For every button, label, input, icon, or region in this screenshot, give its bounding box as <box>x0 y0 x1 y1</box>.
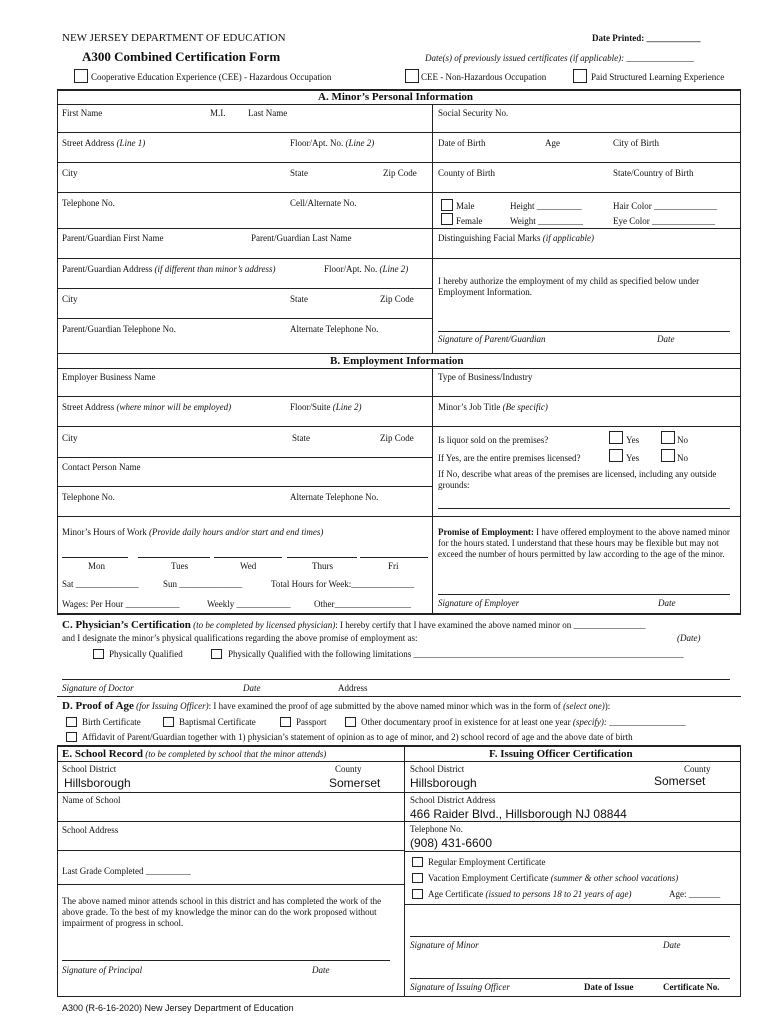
height-field[interactable]: Height __________ <box>510 201 582 211</box>
signature-employer-label: Signature of Employer <box>438 598 520 608</box>
liquor-yes-checkbox[interactable] <box>609 431 623 444</box>
signature-doctor-date-label: Date <box>243 683 261 693</box>
promise-of-employment-text: Promise of Employment: I have offered employment to the above named minor for the hours stated. I understand that these hours may be flexible but may not exceed the number of hours permitted by law according to the age of the minor. <box>438 527 730 559</box>
last-name-label: Last Name <box>248 108 288 118</box>
employer-name-label: Employer Business Name <box>62 372 156 382</box>
age-label: Age <box>545 138 560 148</box>
cell-label: Cell/Alternate No. <box>290 198 357 208</box>
e-county-label: County <box>335 764 362 774</box>
vacation-certificate-label: Vacation Employment Certificate (summer & other school vacations) <box>428 873 679 883</box>
f-address-value[interactable]: 466 Raider Blvd., Hillsborough NJ 08844 <box>410 807 627 821</box>
signature-minor-label: Signature of Minor <box>410 940 479 950</box>
f-county-label: County <box>684 764 711 774</box>
affidavit-checkbox[interactable] <box>66 732 77 742</box>
section-c-statement: and I designate the minor’s physical qualifications regarding the above promise of employment as: <box>62 633 418 643</box>
licensed-question: If Yes, are the entire premises licensed? <box>438 453 581 463</box>
mi-label: M.I. <box>210 108 226 118</box>
age-certificate-checkbox[interactable] <box>412 889 423 899</box>
day-tues: Tues <box>171 561 189 571</box>
baptismal-certificate-label: Baptismal Certificate <box>179 717 256 727</box>
pg-last-name-label: Parent/Guardian Last Name <box>251 233 352 243</box>
city-label: City <box>62 168 78 178</box>
affidavit-label: Affidavit of Parent/Guardian together with 1) physician’s statement of opinion as to age of minor, and 2) school record of age and the above date of birth <box>82 732 633 742</box>
day-fri: Fri <box>388 561 399 571</box>
school-name-label: Name of School <box>62 795 121 805</box>
county-of-birth-label: County of Birth <box>438 168 496 178</box>
female-checkbox[interactable] <box>441 213 453 225</box>
previous-certificates: Date(s) of previously issued certificates (if applicable): _______________ <box>425 53 694 63</box>
last-grade-field[interactable]: Last Grade Completed __________ <box>62 866 191 876</box>
pg-address-label: Parent/Guardian Address (if different than minor’s address) <box>62 264 276 274</box>
employer-floor-label: Floor/Suite (Line 2) <box>290 402 362 412</box>
section-b-title: B. Employment Information <box>330 355 464 367</box>
f-telephone-value[interactable]: (908) 431-6600 <box>410 836 493 850</box>
employer-state-label: State <box>292 433 310 443</box>
telephone-label: Telephone No. <box>62 198 115 208</box>
total-hours-field[interactable]: Total Hours for Week:______________ <box>271 579 415 589</box>
employer-telephone-label: Telephone No. <box>62 492 115 502</box>
signature-parent-label: Signature of Parent/Guardian <box>438 334 546 344</box>
pg-state-label: State <box>290 294 308 304</box>
signature-employer-date-label: Date <box>658 598 676 608</box>
day-mon: Mon <box>88 561 106 571</box>
passport-label: Passport <box>296 717 327 727</box>
day-wed: Wed <box>240 561 257 571</box>
hours-of-work-label: Minor’s Hours of Work (Provide daily hours and/or start and end times) <box>62 527 324 537</box>
employer-zip-label: Zip Code <box>380 433 414 443</box>
liquor-no-checkbox[interactable] <box>661 431 675 444</box>
signature-minor-date-label: Date <box>663 940 681 950</box>
employer-city-label: City <box>62 433 78 443</box>
floor-apt-label: Floor/Apt. No. (Line 2) <box>290 138 375 148</box>
pg-telephone-label: Parent/Guardian Telephone No. <box>62 324 176 334</box>
section-a-title: A. Minor’s Personal Information <box>318 91 473 103</box>
qualified-limitations-checkbox[interactable] <box>211 649 222 659</box>
physically-qualified-checkbox[interactable] <box>93 649 104 659</box>
baptismal-certificate-checkbox[interactable] <box>163 717 174 727</box>
pg-zip-label: Zip Code <box>380 294 414 304</box>
wages-per-hour-field[interactable]: Wages: Per Hour ____________ <box>62 599 180 609</box>
e-county-value[interactable]: Somerset <box>329 776 381 790</box>
physically-qualified-label: Physically Qualified <box>109 649 183 659</box>
f-telephone-label: Telephone No. <box>410 824 463 834</box>
school-address-label: School Address <box>62 825 119 835</box>
wages-other-field[interactable]: Other_________________ <box>314 599 411 609</box>
age-certificate-label: Age Certificate (issued to persons 18 to 21 years of age) <box>428 889 632 899</box>
pg-floor-label: Floor/Apt. No. (Line 2) <box>324 264 409 274</box>
cee-nonhazardous-checkbox[interactable] <box>405 69 419 83</box>
state-label: State <box>290 168 308 178</box>
licensed-areas-text: If No, describe what areas of the premises are licensed, including any outside grounds: <box>438 469 717 490</box>
dob-label: Date of Birth <box>438 138 486 148</box>
liquor-question: Is liquor sold on the premises? <box>438 435 549 445</box>
liquor-yes-label: Yes <box>626 435 640 445</box>
age-field[interactable]: Age: _______ <box>669 889 721 899</box>
paid-structured-checkbox[interactable] <box>573 69 587 83</box>
f-address-label: School District Address <box>410 795 496 805</box>
state-country-birth-label: State/Country of Birth <box>613 168 694 178</box>
job-title-label: Minor’s Job Title (Be specific) <box>438 402 548 412</box>
licensed-yes-checkbox[interactable] <box>609 449 623 462</box>
day-thurs: Thurs <box>312 561 333 571</box>
e-school-district-label: School District <box>62 764 117 774</box>
form-title: A300 Combined Certification Form <box>82 49 281 64</box>
male-label: Male <box>456 201 475 211</box>
section-e-heading: E. School Record (to be completed by school that the minor attends) <box>62 748 327 760</box>
cee-hazardous-checkbox[interactable] <box>74 69 88 83</box>
licensed-yes-label: Yes <box>626 453 640 463</box>
liquor-no-label: No <box>677 435 688 445</box>
e-school-district-value[interactable]: Hillsborough <box>64 776 131 790</box>
signature-parent-date-label: Date <box>657 334 675 344</box>
business-type-label: Type of Business/Industry <box>438 372 533 382</box>
saturday-field[interactable]: Sat ______________ <box>62 579 139 589</box>
eye-color-field[interactable]: Eye Color ______________ <box>613 216 715 226</box>
female-label: Female <box>456 216 483 226</box>
doctor-address-label: Address <box>338 683 368 693</box>
regular-certificate-label: Regular Employment Certificate <box>428 857 546 867</box>
employer-street-label: Street Address (where minor will be employed) <box>62 402 232 412</box>
sunday-field[interactable]: Sun ______________ <box>163 579 243 589</box>
pg-alt-telephone-label: Alternate Telephone No. <box>290 324 379 334</box>
pg-city-label: City <box>62 294 78 304</box>
city-of-birth-label: City of Birth <box>613 138 660 148</box>
section-f-title: F. Issuing Officer Certification <box>489 748 633 760</box>
certificate-no-label: Certificate No. <box>663 982 720 992</box>
f-school-district-value[interactable]: Hillsborough <box>410 776 477 790</box>
street-address-label: Street Address (Line 1) <box>62 138 146 148</box>
hair-color-field[interactable]: Hair Color ______________ <box>613 201 717 211</box>
first-name-label: First Name <box>62 108 103 118</box>
male-checkbox[interactable] <box>441 199 453 211</box>
qualified-limitations-label: Physically Qualified with the following limitations ____________________________________________________________ <box>228 649 684 659</box>
licensed-no-checkbox[interactable] <box>661 449 675 462</box>
wages-weekly-field[interactable]: Weekly ____________ <box>207 599 291 609</box>
footer-revision: A300 (R-6-16-2020) New Jersey Department of Education <box>62 1003 294 1013</box>
other-proof-checkbox[interactable] <box>345 717 356 727</box>
facial-marks-label: Distinguishing Facial Marks (if applicable) <box>438 233 594 243</box>
section-d-heading: D. Proof of Age (for Issuing Officer): I have examined the proof of age submitted by the above named minor which was in the form of (select one)): <box>62 700 611 712</box>
date-of-issue-label: Date of Issue <box>584 982 634 992</box>
department-name: NEW JERSEY DEPARTMENT OF EDUCATION <box>62 32 286 44</box>
school-statement-text: The above named minor attends school in this district and has completed the work of the above grade. To the best of my knowledge the minor can do the work proposed without impairment of progress in school. <box>62 896 382 928</box>
f-county-value[interactable]: Somerset <box>654 774 706 788</box>
employer-alt-telephone-label: Alternate Telephone No. <box>290 492 379 502</box>
signature-principal-label: Signature of Principal <box>62 965 143 975</box>
zip-label: Zip Code <box>383 168 417 178</box>
passport-checkbox[interactable] <box>280 717 291 727</box>
contact-person-label: Contact Person Name <box>62 462 141 472</box>
paid-structured-label: Paid Structured Learning Experience <box>591 72 725 82</box>
section-c-heading: C. Physician’s Certification (to be completed by licensed physician): I hereby certify that I have examined the above named minor on ________________ <box>62 619 646 631</box>
f-school-district-label: School District <box>410 764 465 774</box>
weight-field[interactable]: Weight __________ <box>510 216 584 226</box>
cee-nonhazardous-label: CEE - Non-Hazardous Occupation <box>421 72 547 82</box>
other-proof-label: Other documentary proof in existence for at least one year (specify): _________________ <box>361 717 686 727</box>
licensed-no-label: No <box>677 453 688 463</box>
signature-officer-label: Signature of Issuing Officer <box>410 982 510 992</box>
cee-hazardous-label: Cooperative Education Experience (CEE) - Hazardous Occupation <box>91 72 332 82</box>
regular-certificate-checkbox[interactable] <box>412 857 423 867</box>
birth-certificate-label: Birth Certificate <box>82 717 141 727</box>
signature-doctor-label: Signature of Doctor <box>62 683 134 693</box>
date-printed: Date Printed: ____________ <box>592 33 701 43</box>
birth-certificate-checkbox[interactable] <box>66 717 77 727</box>
section-c-date-label: (Date) <box>677 633 701 643</box>
parent-authorization-text: I hereby authorize the employment of my child as specified below under Employment Information. <box>438 276 700 297</box>
ssn-label: Social Security No. <box>438 108 509 118</box>
pg-first-name-label: Parent/Guardian First Name <box>62 233 164 243</box>
vacation-certificate-checkbox[interactable] <box>412 873 423 883</box>
signature-principal-date-label: Date <box>312 965 330 975</box>
